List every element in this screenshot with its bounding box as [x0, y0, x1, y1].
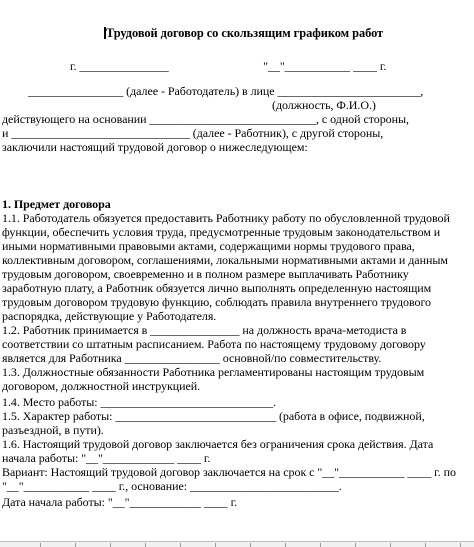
paragraph-line: Дата начала работы: "__"____________ ____ г.: [2, 495, 238, 509]
ruler-tick: [355, 543, 356, 547]
paragraph-line: "__"___________ ____ г., основание: _________________________.: [2, 479, 342, 493]
paragraph-line: заработную плату, а Работник обязуется лично выполнять определенную настоящим: [2, 281, 432, 295]
paragraph-line: является для Работника ________________ основной/по совместительству.: [2, 351, 382, 365]
ruler-tick: [390, 543, 391, 547]
paragraph-line: 1.1. Работодатель обязуется предоставить Работнику работу по обусловленной трудовой: [2, 211, 450, 225]
paragraph-line: 1.4. Место работы: _____________________________.: [2, 395, 277, 409]
ruler-tick: [145, 543, 146, 547]
paragraph-line: Вариант: Настоящий трудовой договор заключается на срок с "__"___________ ____ г. по: [2, 465, 456, 479]
paragraph-line: 1.3. Должностные обязанности Работника регламентированы настоящим трудовым: [2, 365, 425, 379]
ruler-tick: [110, 543, 111, 547]
paragraph-line: 1.5. Характер работы: ___________________________ (работа в офисе, подвижной,: [2, 409, 425, 423]
ruler-tick: [320, 543, 321, 547]
paragraph-line: трудовым договором трудовую функцию, соблюдать правила внутреннего трудового: [2, 295, 431, 309]
ruler-tick: [180, 543, 181, 547]
paragraph-line: разъездной, в пути).: [2, 423, 104, 437]
document-title: Трудовой договор со скользящим графиком работ: [106, 26, 384, 40]
paragraph-line: функции, обеспечить условия труда, предусмотренные трудовым законодательством и: [2, 225, 441, 239]
paragraph-line: иными нормативными правовыми актами, содержащими нормы трудового права,: [2, 239, 415, 253]
paragraph-line: соответствии со штатным расписанием. Работа по настоящему трудовому договору: [2, 337, 426, 351]
employee-line: и ______________________________ (далее - Работник), с другой стороны,: [2, 126, 384, 140]
paragraph-line: распорядка, действующие у Работодателя.: [2, 309, 217, 323]
section-heading-subject: 1. Предмет договора: [2, 197, 111, 211]
position-name-caption: (должность, Ф.И.О.): [272, 98, 376, 112]
acting-basis-line: действующего на основании ____________________________, с одной стороны,: [2, 112, 409, 126]
ruler-tick: [425, 543, 426, 547]
paragraph-line: коллективным договором, соглашениями, локальными нормативными актами и данным: [2, 253, 448, 267]
paragraph-line: 1.2. Работник принимается в _______________ на должность врача-методиста в: [2, 323, 407, 337]
ruler-tick: [75, 543, 76, 547]
ruler-tick: [460, 543, 461, 547]
concluded-line: заключили настоящий трудовой договор о нижеследующем:: [2, 140, 308, 154]
ruler-strip: [0, 542, 474, 547]
ruler-tick: [285, 543, 286, 547]
paragraph-line: 1.6. Настоящий трудовой договор заключается без ограничения срока действия. Дата: [2, 437, 434, 451]
ruler-tick: [215, 543, 216, 547]
place-date-line: г. _______________ "__"___________ ____ г.: [70, 59, 387, 73]
ruler-tick: [40, 543, 41, 547]
ruler-tick: [250, 543, 251, 547]
paragraph-line: трудовым договором, своевременно и в полном размере выплачивать Работнику: [2, 267, 409, 281]
paragraph-line: начала работы: "__"____________ ____ г.: [2, 451, 211, 465]
employer-line: ________________ (далее - Работодатель) в лице ________________________,: [28, 84, 424, 98]
paragraph-line: договором, должностной инструкцией.: [2, 379, 201, 393]
